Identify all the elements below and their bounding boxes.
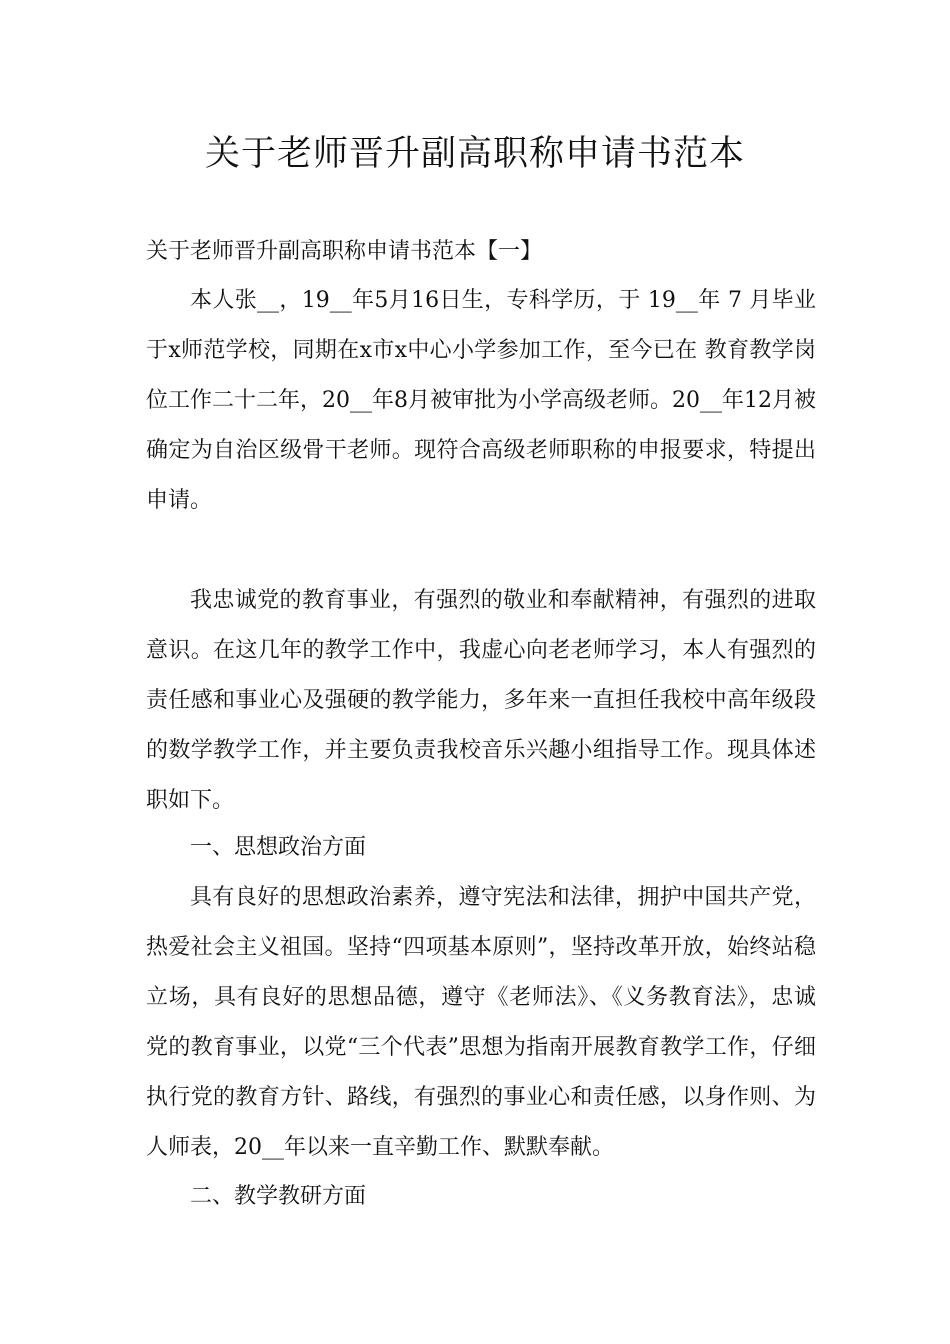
page-title: 关于老师晋升副高职称申请书范本 xyxy=(204,134,745,174)
section-subtitle: 关于老师晋升副高职称申请书范本【一】 xyxy=(146,239,543,264)
paragraph-personal-info: 本人张__，19__年5月16日生，专科学历，于 19__年 7 月毕业于x师范学校，同期在x市x中心小学参加工作，至今已在 教育教学岗位工作二十二年，20__年8月被审批为小学高级老师。20__年12月被确定为自治区级骨干老师。现符合高级老师职称的申报要求，特提出申请。 xyxy=(146,288,816,513)
section-heading-teaching: 二、教学教研方面 xyxy=(190,1184,367,1209)
section-heading-political: 一、思想政治方面 xyxy=(190,835,367,860)
paragraph-political: 具有良好的思想政治素养，遵守宪法和法律，拥护中国共产党，热爱社会主义祖国。坚持“四项基本原则”，坚持改革开放，始终站稳立场，具有良好的思想品德，遵守《老师法》、《义务教育法》，忠诚党的教育事业，以党“三个代表”思想为指南开展教育教学工作，仔细执行党的教育方针、路线，有强烈的事业心和责任感，以身作则、为人师表，20__年以来一直辛勤工作、默默奉献。 xyxy=(146,885,816,1160)
paragraph-dedication: 我忠诚党的教育事业，有强烈的敬业和奉献精神，有强烈的进取意识。在这几年的教学工作中，我虚心向老老师学习，本人有强烈的责任感和事业心及强硬的教学能力，多年来一直担任我校中高年级段的数学教学工作，并主要负责我校音乐兴趣小组指导工作。现具体述职如下。 xyxy=(146,588,816,813)
